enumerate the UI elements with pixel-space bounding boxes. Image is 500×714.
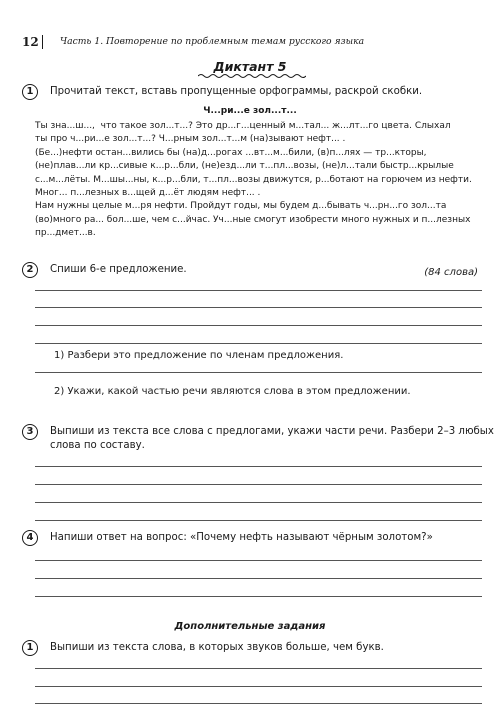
task3-instruction-line2: слова по составу. [50, 440, 145, 451]
answer-line[interactable] [35, 578, 482, 579]
task2-subtask-2: 2) Укажи, какой частью речи являются слова в этом предложении. [54, 386, 411, 397]
text-line: с...м...лёты. М...шы...ны, к...р...бли, т...пл...возы движутся, р...ботают на горючем из нефти. [35, 174, 472, 185]
task-number-badge: 4 [22, 530, 38, 546]
page-number: 12 [22, 35, 39, 49]
task-number-badge: 3 [22, 424, 38, 440]
answer-line[interactable] [35, 686, 482, 687]
task-number-badge: 1 [22, 84, 38, 100]
answer-line[interactable] [35, 560, 482, 561]
word-count: (84 слова) [424, 267, 478, 278]
task-number-badge: 1 [22, 640, 38, 656]
extra-tasks-title: Дополнительные задания [174, 621, 326, 632]
answer-line[interactable] [35, 502, 482, 503]
page-header [22, 35, 492, 51]
header-divider [42, 35, 43, 49]
text-line: (Бе...)нефти остан...вились бы (на)д...рогах ...вт...м...били, (в)п...лях — тр...кторы, [35, 147, 427, 158]
task4-instruction: Напиши ответ на вопрос: «Почему нефть называют чёрным золотом?» [50, 532, 433, 543]
answer-line[interactable] [35, 703, 482, 704]
text-line: пр...дмет...в. [35, 228, 96, 239]
answer-line[interactable] [35, 520, 482, 521]
text-line: (во)много ра... бол...ше, чем с...йчас. Уч...ные смогут изобрести много нужных и п...лезных [35, 214, 471, 225]
answer-line[interactable] [35, 466, 482, 467]
task3-instruction-line1: Выпиши из текста все слова с предлогами, укажи части речи. Разбери 2–3 любых [50, 426, 494, 437]
task2-instruction: Спиши 6-е предложение. [50, 264, 187, 275]
text-line: Ты зна...ш..., что такое зол...т...? Это др...г...ценный м...тал... ж...лт...го цвета. Слыхал [35, 121, 451, 131]
answer-line[interactable] [35, 343, 482, 344]
task1-instruction: Прочитай текст, вставь пропущенные орфограммы, раскрой скобки. [50, 86, 423, 97]
header-title: Часть 1. Повторение по проблемным темам русского языка [60, 36, 365, 47]
answer-line[interactable] [35, 290, 482, 291]
answer-line[interactable] [35, 307, 482, 308]
answer-line[interactable] [35, 668, 482, 669]
task-number-badge: 2 [22, 262, 38, 278]
dictation-title: Диктант 5 [213, 59, 287, 74]
wavy-underline [198, 73, 306, 79]
text-line: (не)плав...ли кр...сивые к...р...бли, (не)езд...ли т...пл...возы, (не)л...тали быстр...крылые [35, 161, 454, 172]
answer-line[interactable] [35, 596, 482, 597]
answer-line[interactable] [35, 484, 482, 485]
task2-subtask-1: 1) Разбери это предложение по членам предложения. [54, 350, 344, 361]
text-line: ты про ч...ри...е зол...т...? Ч...рным зол...т...м (на)зывают нефт... . [35, 134, 346, 145]
answer-line[interactable] [35, 372, 482, 373]
answer-line[interactable] [35, 325, 482, 326]
text-title: Ч...ри...е зол...т... [203, 106, 297, 116]
extra-task1-instruction: Выпиши из текста слова, в которых звуков больше, чем букв. [50, 642, 384, 653]
text-line: Нам нужны целые м...ря нефти. Пройдут годы, мы будем д...бывать ч...рн...го зол...та [35, 201, 447, 212]
text-line: Мног... п...лезных в...щей д...ёт людям нефт... . [35, 188, 261, 198]
